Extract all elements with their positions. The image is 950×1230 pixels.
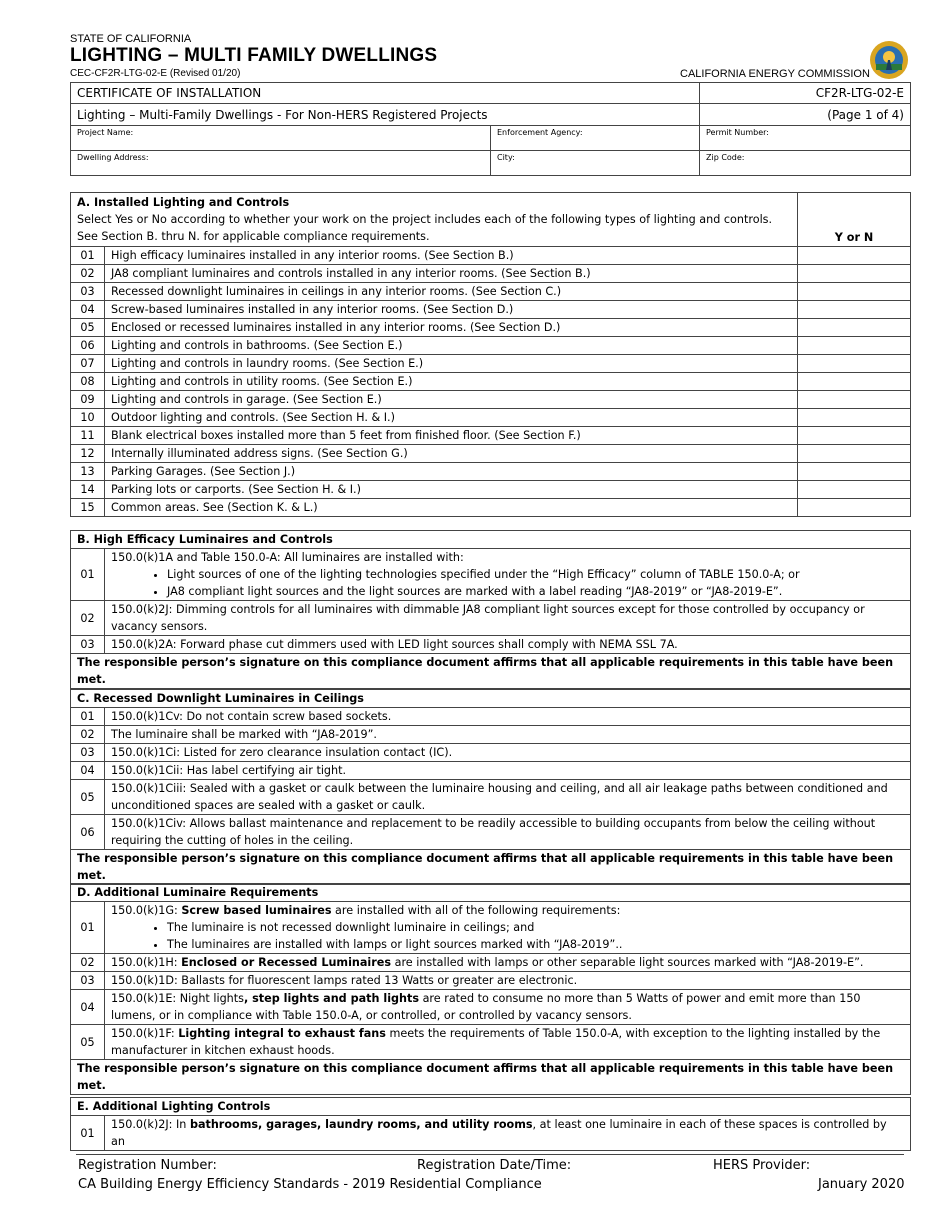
row-text: Common areas. See (Section K. & L.) — [105, 499, 798, 517]
project-name-field[interactable]: Project Name: — [71, 126, 491, 151]
section-c-table — [70, 689, 911, 885]
text-run: are installed with all of the following requirements: — [331, 904, 621, 917]
registration-date-label: Registration Date/Time: — [417, 1158, 572, 1173]
row-text: Blank electrical boxes installed more than 5 feet from finished floor. (See Section F.) — [105, 427, 798, 445]
row-number: 02 — [71, 726, 105, 744]
row-text: 150.0(k)1Ciii: Sealed with a gasket or caulk between the luminaire housing and ceiling, and all air leakage paths between conditioned and unconditioned spaces are sealed with a gasket or caulk. — [105, 780, 911, 815]
row-number: 04 — [71, 762, 105, 780]
row-number: 01 — [71, 247, 105, 265]
section-c-row — [71, 815, 911, 850]
section-d-title: D. Additional Luminaire Requirements — [71, 884, 911, 902]
text-run: 150.0(k)1E: Night lights — [111, 992, 244, 1005]
section-a-instructions: Select Yes or No according to whether your work on the project includes each of the following types of lighting and controls. — [77, 213, 773, 226]
text-run-bold: , step lights and path lights — [243, 992, 420, 1005]
section-d-row-2 — [105, 954, 911, 972]
row-number: 02 — [71, 601, 105, 636]
text-run: 150.0(k)1F: — [111, 1027, 179, 1040]
row-text: The luminaire shall be marked with “JA8-2019”. — [105, 726, 911, 744]
text-run: are installed with lamps or other separable light sources marked with “JA8-2019-E”. — [391, 956, 864, 969]
section-a-row — [71, 319, 911, 337]
text-run: meets the requirements of Table 150.0-A, with exception to the lighting installed by the manufacturer in kitchen exhaust hoods. — [111, 1027, 881, 1057]
text-run-bold: Screw based luminaires — [181, 904, 332, 917]
section-a-row — [71, 283, 911, 301]
certificate-header-table — [70, 82, 911, 176]
section-c-row — [71, 780, 911, 815]
yn-answer-field[interactable] — [798, 337, 911, 355]
row-text: Parking lots or carports. (See Section H. & I.) — [105, 481, 798, 499]
yn-answer-field[interactable] — [798, 247, 911, 265]
row-text: 150.0(k)1Cii: Has label certifying air tight. — [105, 762, 911, 780]
section-c-row — [71, 708, 911, 726]
form-subtitle: Lighting – Multi-Family Dwellings - For Non-HERS Registered Projects — [71, 104, 700, 126]
section-a-row — [71, 373, 911, 391]
row-number: 03 — [71, 283, 105, 301]
section-b-row-2: 150.0(k)2J: Dimming controls for all luminaires with dimmable JA8 compliant light sources except for those controlled by occupancy or vacancy sensors. — [105, 601, 911, 636]
section-e-title: E. Additional Lighting Controls — [71, 1098, 911, 1116]
section-a-row — [71, 499, 911, 517]
yn-answer-field[interactable] — [798, 265, 911, 283]
bullet-item: • JA8 compliant light sources and the light sources are marked with a label reading “JA8-2019” or “JA8-2019-E”. — [167, 583, 904, 600]
signature-statement: The responsible person’s signature on this compliance document affirms that all applicable requirements in this table have been met. — [71, 654, 911, 689]
footer-divider — [76, 1154, 904, 1155]
enforcement-agency-field[interactable]: Enforcement Agency: — [491, 126, 700, 151]
section-b-row-3: 150.0(k)2A: Forward phase cut dimmers used with LED light sources shall comply with NEMA SSL 7A. — [105, 636, 911, 654]
text-run-bold: Lighting integral to exhaust fans — [178, 1027, 386, 1040]
row-number: 02 — [71, 265, 105, 283]
section-b-row-1 — [105, 549, 911, 601]
section-a-row — [71, 445, 911, 463]
permit-number-field[interactable]: Permit Number: — [700, 126, 911, 151]
row-text: 150.0(k)1Ci: Listed for zero clearance insulation contact (IC). — [105, 744, 911, 762]
row-number: 01 — [71, 549, 105, 601]
row-text: Lighting and controls in utility rooms. (See Section E.) — [105, 373, 798, 391]
row-text: Screw-based luminaires installed in any interior rooms. (See Section D.) — [105, 301, 798, 319]
yn-answer-field[interactable] — [798, 283, 911, 301]
row-number: 05 — [71, 1025, 105, 1060]
energy-commission-seal-icon — [869, 40, 909, 80]
section-a-header — [71, 193, 798, 247]
row-number: 12 — [71, 445, 105, 463]
row-text: Lighting and controls in bathrooms. (See Section E.) — [105, 337, 798, 355]
form-title: LIGHTING – MULTI FAMILY DWELLINGS — [70, 45, 438, 66]
row-number: 04 — [71, 990, 105, 1025]
section-a-row — [71, 409, 911, 427]
section-b-table — [70, 530, 911, 689]
section-d-row-4 — [105, 990, 911, 1025]
text-run: 150.0(k)2J: In — [111, 1118, 190, 1131]
row-number: 11 — [71, 427, 105, 445]
section-d-row-5 — [105, 1025, 911, 1060]
row-text: Lighting and controls in garage. (See Section E.) — [105, 391, 798, 409]
section-a-row — [71, 481, 911, 499]
section-d-table — [70, 883, 911, 1095]
yn-answer-field[interactable] — [798, 391, 911, 409]
yn-answer-field[interactable] — [798, 301, 911, 319]
row-number: 15 — [71, 499, 105, 517]
row-number: 05 — [71, 780, 105, 815]
row-number: 08 — [71, 373, 105, 391]
row-number: 04 — [71, 301, 105, 319]
row-text: Lighting and controls in laundry rooms. (See Section E.) — [105, 355, 798, 373]
row-number: 03 — [71, 972, 105, 990]
section-a-row — [71, 463, 911, 481]
bullet-item: • Light sources of one of the lighting technologies specified under the “High Efficacy” column of TABLE 150.0-A; or — [167, 566, 904, 583]
row-text: 150.0(k)1A and Table 150.0-A: All luminaires are installed with: — [111, 551, 464, 564]
state-label: STATE OF CALIFORNIA — [70, 33, 192, 45]
commission-name: CALIFORNIA ENERGY COMMISSION — [680, 68, 870, 80]
text-run: are rated to consume no more than 5 Watts of power and emit more than 150 lumens, or in compliance with Table 150.0-A, or controlled, or controlled by vacancy sensors. — [111, 992, 861, 1022]
yn-answer-field[interactable] — [798, 355, 911, 373]
footer-date: January 2020 — [818, 1177, 905, 1192]
yn-answer-field[interactable] — [798, 481, 911, 499]
section-c-title: C. Recessed Downlight Luminaires in Ceilings — [71, 690, 911, 708]
yn-answer-field[interactable] — [798, 319, 911, 337]
yn-answer-field[interactable] — [798, 445, 911, 463]
hers-provider-label: HERS Provider: — [713, 1158, 811, 1173]
text-run: 150.0(k)1H: — [111, 956, 182, 969]
row-number: 01 — [71, 708, 105, 726]
row-number: 05 — [71, 319, 105, 337]
section-a-row — [71, 265, 911, 283]
row-number: 06 — [71, 337, 105, 355]
dwelling-address-field[interactable]: Dwelling Address: — [71, 151, 491, 176]
section-a-row — [71, 247, 911, 265]
city-field[interactable]: City: — [491, 151, 700, 176]
row-text: JA8 compliant luminaires and controls installed in any interior rooms. (See Section B.) — [105, 265, 798, 283]
row-text: Parking Garages. (See Section J.) — [105, 463, 798, 481]
section-a-row — [71, 337, 911, 355]
row-text: 150.0(k)1Cv: Do not contain screw based sockets. — [105, 708, 911, 726]
row-text: Enclosed or recessed luminaires installed in any interior rooms. (See Section D.) — [105, 319, 798, 337]
section-a-row — [71, 301, 911, 319]
section-c-row — [71, 726, 911, 744]
row-number: 07 — [71, 355, 105, 373]
bullet-item: • The luminaires are installed with lamps or light sources marked with “JA8-2019”.. — [167, 936, 904, 953]
signature-statement: The responsible person’s signature on this compliance document affirms that all applicable requirements in this table have been met. — [71, 1060, 911, 1095]
yn-answer-field[interactable] — [798, 463, 911, 481]
certificate-label: CERTIFICATE OF INSTALLATION — [71, 83, 700, 104]
section-a-row — [71, 391, 911, 409]
section-d-row-3: 150.0(k)1D: Ballasts for fluorescent lamps rated 13 Watts or greater are electronic. — [105, 972, 911, 990]
section-e-row-1 — [105, 1116, 911, 1151]
yn-answer-field[interactable] — [798, 499, 911, 517]
row-text: Recessed downlight luminaires in ceilings in any interior rooms. (See Section C.) — [105, 283, 798, 301]
row-text: 150.0(k)1Civ: Allows ballast maintenance and replacement to be readily accessible to building occupants from below the ceiling without requiring the cutting of holes in the ceiling. — [105, 815, 911, 850]
row-text: Internally illuminated address signs. (See Section G.) — [105, 445, 798, 463]
row-number: 03 — [71, 636, 105, 654]
page-number: (Page 1 of 4) — [700, 104, 911, 126]
yn-answer-field[interactable] — [798, 427, 911, 445]
row-number: 06 — [71, 815, 105, 850]
section-a-title: A. Installed Lighting and Controls — [77, 196, 290, 209]
section-a-row — [71, 355, 911, 373]
row-number: 03 — [71, 744, 105, 762]
registration-number-label: Registration Number: — [78, 1158, 217, 1173]
text-run-bold: Enclosed or Recessed Luminaires — [181, 956, 392, 969]
row-number: 01 — [71, 1116, 105, 1151]
yn-answer-field[interactable] — [798, 409, 911, 427]
text-run: 150.0(k)1G: — [111, 904, 182, 917]
text-run: , at least one luminaire in each of these spaces is controlled by an — [111, 1118, 887, 1148]
standards-label: CA Building Energy Efficiency Standards - 2019 Residential Compliance — [78, 1177, 542, 1192]
row-text — [111, 902, 904, 919]
row-number: 09 — [71, 391, 105, 409]
bullet-item: • The luminaire is not recessed downlight luminaire in ceilings; and — [167, 919, 904, 936]
section-e-table — [70, 1097, 911, 1151]
form-revision: CEC-CF2R-LTG-02-E (Revised 01/20) — [70, 68, 241, 79]
section-a-row — [71, 427, 911, 445]
section-a-instructions-2: See Section B. thru N. for applicable compliance requirements. — [77, 230, 430, 243]
form-id: CF2R-LTG-02-E — [700, 83, 911, 104]
signature-statement: The responsible person’s signature on this compliance document affirms that all applicable requirements in this table have been met. — [71, 850, 911, 885]
row-number: 10 — [71, 409, 105, 427]
yn-answer-field[interactable] — [798, 373, 911, 391]
section-d-row-1 — [105, 902, 911, 954]
row-text: High efficacy luminaires installed in any interior rooms. (See Section B.) — [105, 247, 798, 265]
zip-code-field[interactable]: Zip Code: — [700, 151, 911, 176]
row-number: 14 — [71, 481, 105, 499]
text-run-bold: bathrooms, garages, laundry rooms, and utility rooms — [189, 1118, 533, 1131]
yn-column-header: Y or N — [798, 193, 911, 247]
row-number: 02 — [71, 954, 105, 972]
section-b-title: B. High Efficacy Luminaires and Controls — [71, 531, 911, 549]
section-a-table — [70, 192, 911, 517]
row-number: 01 — [71, 902, 105, 954]
section-c-row — [71, 762, 911, 780]
section-c-row — [71, 744, 911, 762]
row-text: Outdoor lighting and controls. (See Section H. & I.) — [105, 409, 798, 427]
row-number: 13 — [71, 463, 105, 481]
